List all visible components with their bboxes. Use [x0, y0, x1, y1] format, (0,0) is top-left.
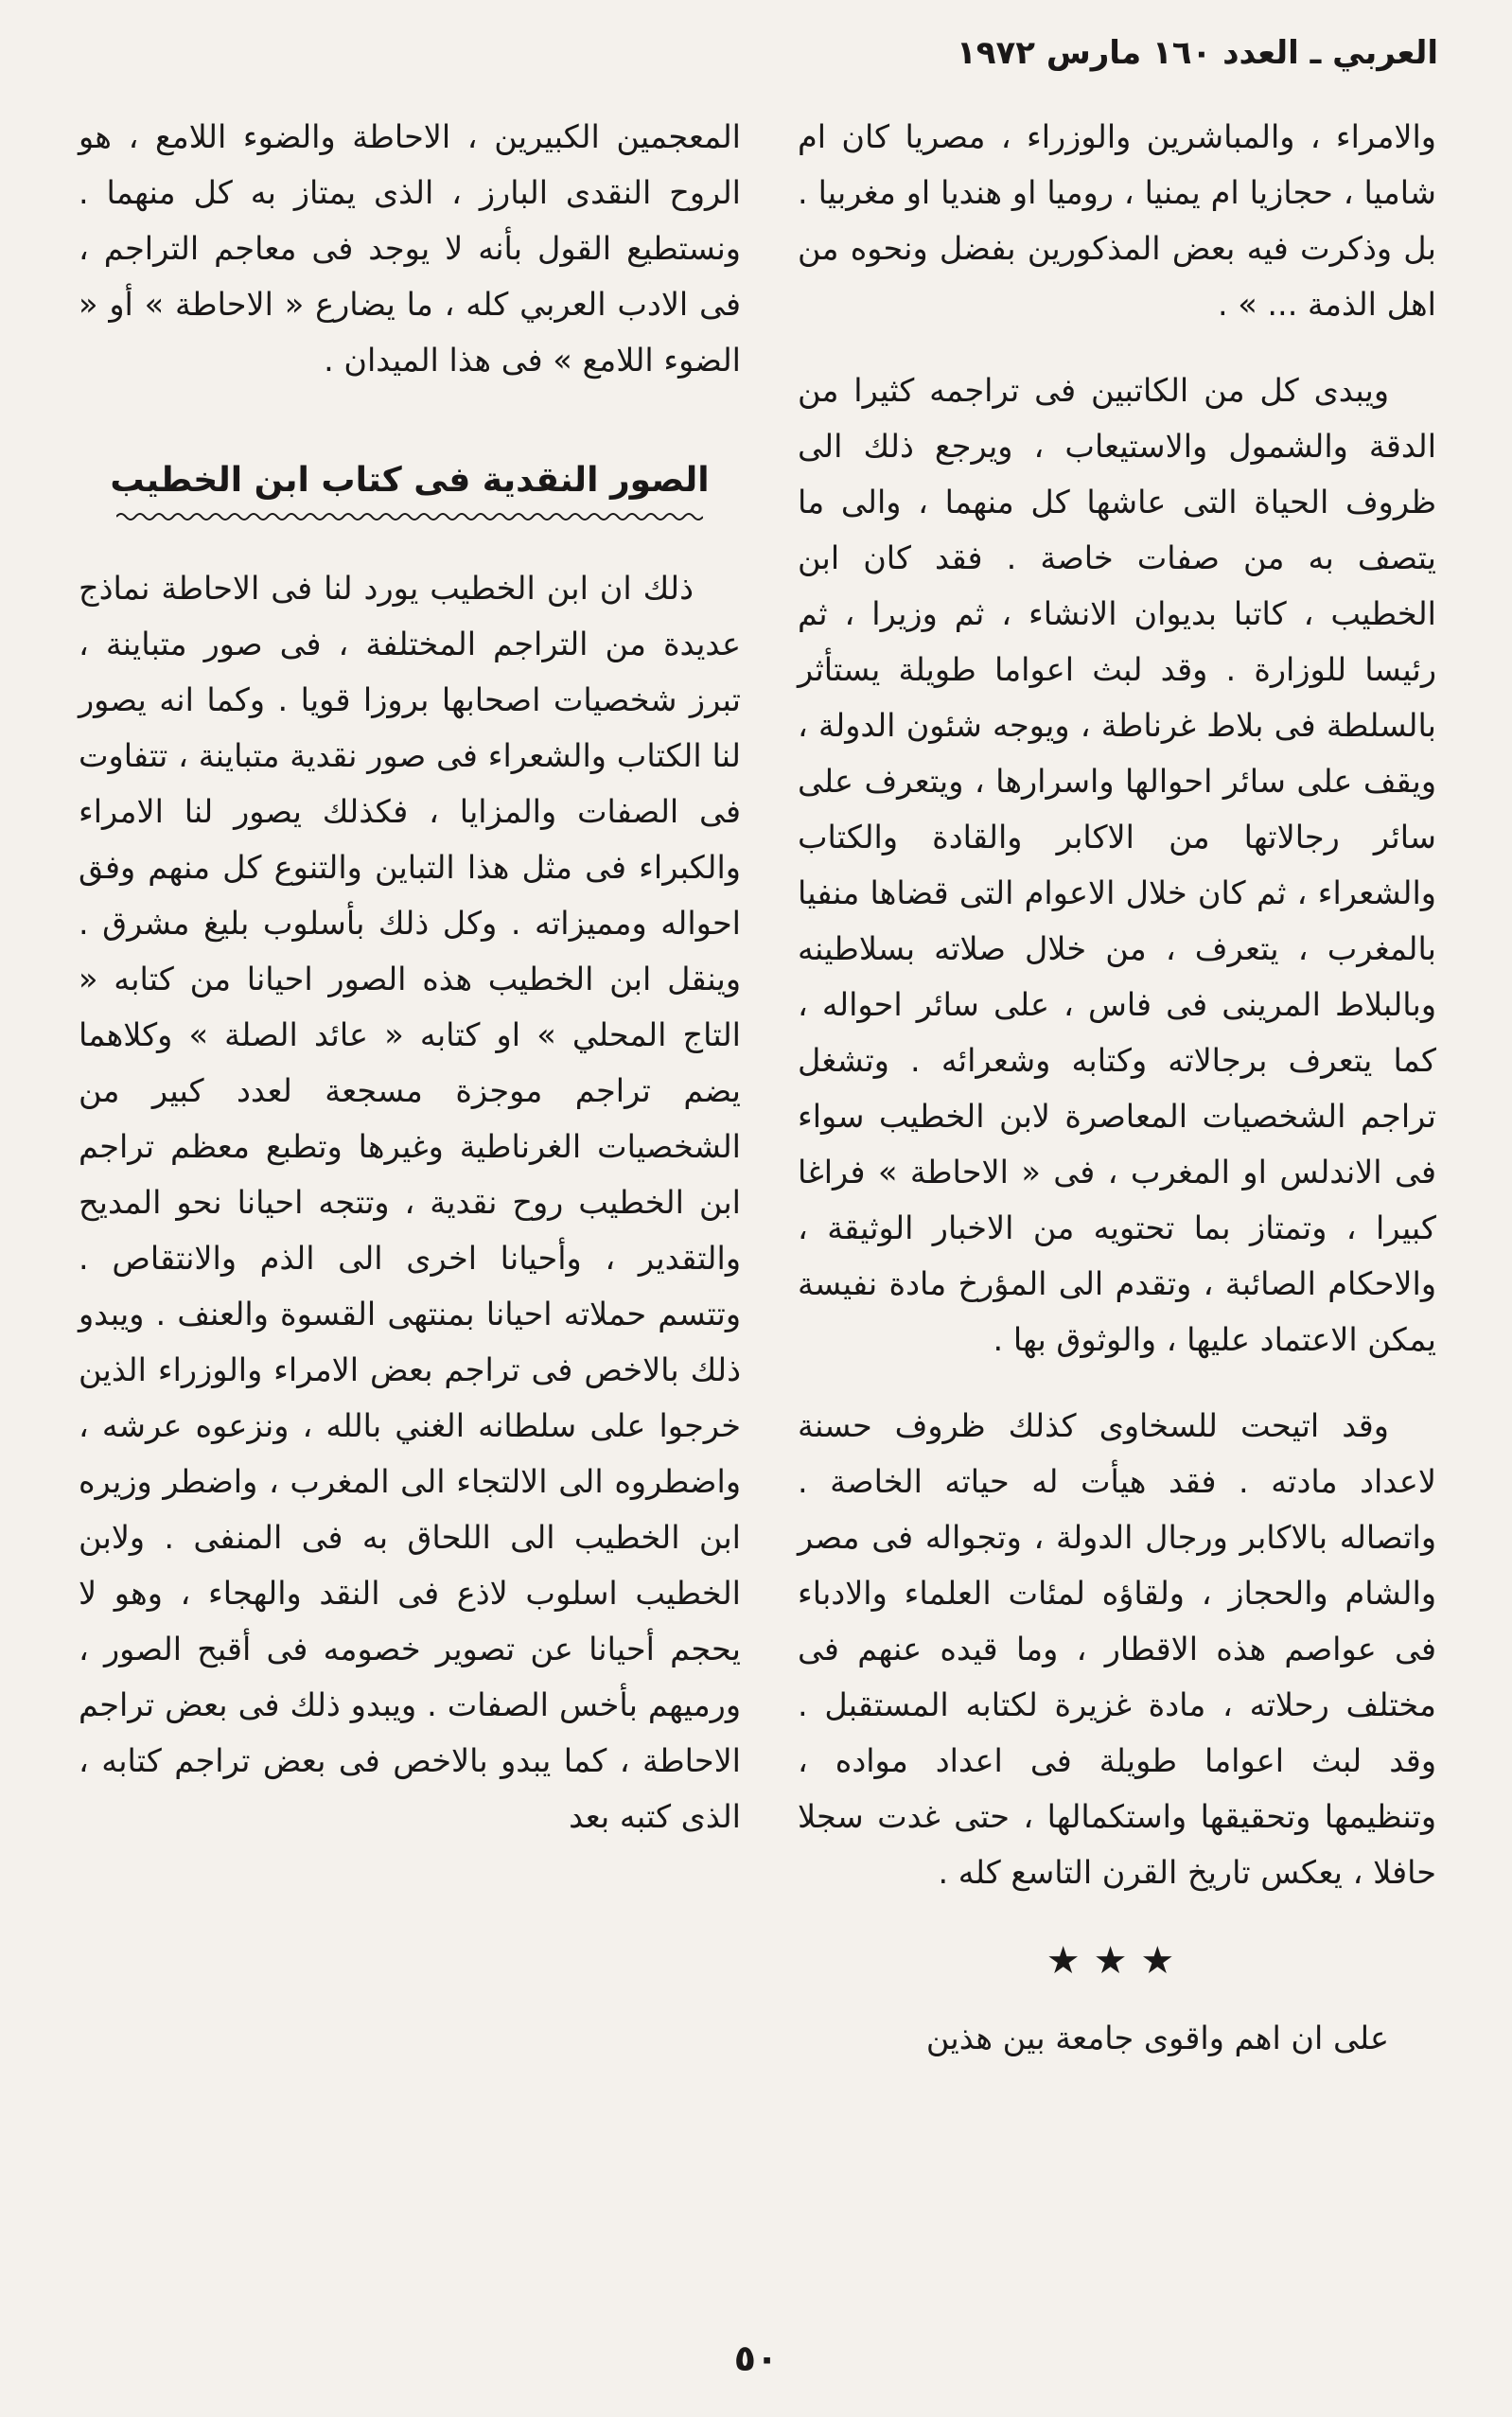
page-number: ٥٠	[733, 2338, 779, 2379]
right-column	[798, 109, 1436, 2066]
body-paragraph: على ان اهم واقوى جامعة بين هذين	[925, 2020, 1389, 2056]
body-paragraph: المعجمين الكبيرين ، الاحاطة والضوء اللامع ، هو الروح النقدى البارز ، الذى يمتاز به كل منهما . ونستطيع القول بأنه لا يوجد فى معاجم التراجم ، فى الادب العربي كله ، ما يضارع « الاحاطة » أو « الضوء اللامع » فى هذا الميدان .	[79, 118, 741, 379]
body-paragraph: ويبدى كل من الكاتبين فى تراجمه كثيرا من الدقة والشمول والاستيعاب ، ويرجع ذلك الى ظروف الحياة التى عاشها كل منهما ، والى ما يتصف به من صفات خاصة . فقد كان ابن الخطيب ، كاتبا بديوان الانشاء ، ثم وزيرا ، ثم رئيسا للوزارة . وقد لبث اعواما طويلة يستأثر بالسلطة فى بلاط غرناطة ، ويوجه شئون الدولة ، ويقف على سائر احوالها واسرارها ، ويتعرف على سائر رجالاتها من الاكابر والقادة والكتاب والشعراء ، ثم كان خلال الاعوام التى قضاها منفيا بالمغرب ، يتعرف ، من خلال صلاته بسلاطينه وبالبلاط المرينى فى فاس ، على سائر احواله ، كما يتعرف برجالاته وكتابه وشعرائه . وتشغل تراجم الشخصيات المعاصرة لابن الخطيب سواء فى الاندلس او المغرب ، فى « الاحاطة » فراغا كبيرا ، وتمتاز بما تحتويه من الاخبار الوثيقة ، والاحكام الصائبة ، وتقدم الى المؤرخ مادة نفيسة يمكن الاعتماد عليها ، والوثوق بها .	[798, 372, 1436, 1358]
running-header: العربي ـ العدد ١٦٠ مارس ١٩٧٢	[956, 34, 1438, 72]
section-separator-stars: ★★★	[1046, 1939, 1188, 1983]
section-heading: الصور النقدية فى كتاب ابن الخطيب	[110, 461, 710, 500]
body-paragraph: والامراء ، والمباشرين والوزراء ، مصريا كان ام شاميا ، حجازيا ام يمنيا ، روميا او هنديا او مغربيا . بل وذكرت فيه بعض المذكورين بفضل ونحوه من اهل الذمة ... » .	[798, 118, 1436, 323]
wavy-underline	[116, 511, 703, 522]
body-paragraph: ذلك ان ابن الخطيب يورد لنا فى الاحاطة نماذج عديدة من التراجم المختلفة ، فى صور متباينة ، تبرز شخصيات اصحابها بروزا قويا . وكما انه يصور لنا الكتاب والشعراء فى صور نقدية متباينة ، تتفاوت فى الصفات والمزايا ، فكذلك يصور لنا الامراء والكبراء فى مثل هذا التباين والتنوع كل منهم وفق احواله ومميزاته . وكل ذلك بأسلوب بليغ مشرق . وينقل ابن الخطيب هذه الصور احيانا من كتابه « التاج المحلي » او كتابه « عائد الصلة » وكلاهما يضم تراجم موجزة مسجعة لعدد كبير من الشخصيات الغرناطية وغيرها وتطبع معظم تراجم ابن الخطيب روح نقدية ، وتتجه احيانا نحو المديح والتقدير ، وأحيانا اخرى الى الذم والانتقاص . وتتسم حملاته احيانا بمنتهى القسوة والعنف . ويبدو ذلك بالاخص فى تراجم بعض الامراء والوزراء الذين خرجوا على سلطانه الغني بالله ، ونزعوه عرشه ، واضطروه الى الالتجاء الى المغرب ، واضطر وزيره ابن الخطيب الى اللحاق به فى المنفى . ولابن الخطيب اسلوب لاذع فى النقد والهجاء ، وهو لا يحجم أحيانا عن تصوير خصومه فى أقبح الصور ، ورميهم بأخس الصفات . ويبدو ذلك فى بعض تراجم الاحاطة ، كما يبدو بالاخص فى بعض تراجم كتابه ، الذى كتبه بعد	[79, 570, 741, 1835]
left-column	[79, 109, 741, 1844]
body-paragraph: وقد اتيحت للسخاوى كذلك ظروف حسنة لاعداد مادته . فقد هيأت له حياته الخاصة . واتصاله بالاكابر ورجال الدولة ، وتجواله فى مصر والشام والحجاز ، ولقاؤه لمئات العلماء والادباء فى عواصم هذه الاقطار ، وما قيده عنهم فى مختلف رحلاته ، مادة غزيرة لكتابه المستقبل . وقد لبث اعواما طويلة فى اعداد مواده ، وتنظيمها وتحقيقها واستكمالها ، حتى غدت سجلا حافلا ، يعكس تاريخ القرن التاسع كله .	[798, 1407, 1436, 1891]
